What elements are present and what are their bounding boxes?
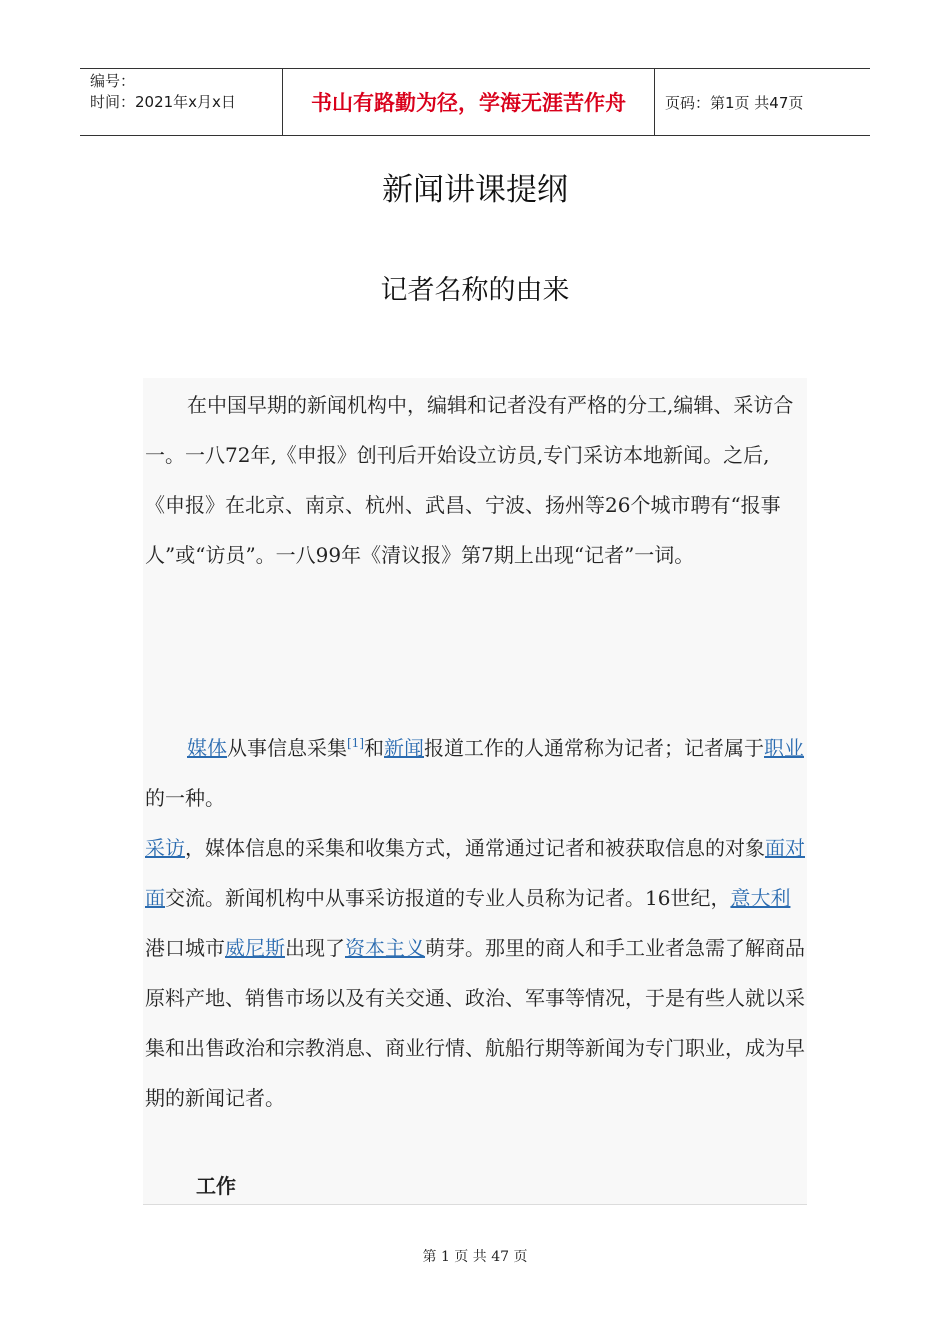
reference-link[interactable]: [1]: [347, 736, 364, 750]
text: 报道工作的人通常称为记者；记者属于: [424, 736, 764, 760]
number-label: 编号：: [90, 72, 136, 90]
link-capitalism[interactable]: 资本主义: [345, 936, 425, 960]
paragraph-history: 在中国早期的新闻机构中，编辑和记者没有严格的分工,编辑、采访合一。一八72年,《申报》创刊后开始设立访员,专门采访本地新闻。之后,《申报》在北京、南京、杭州、武昌、宁波、扬州等26个城市聘有“报事人”或“访员”。一八99年《清议报》第7期上出现“记者”一词。: [145, 393, 794, 567]
link-media[interactable]: 媒体: [187, 736, 227, 760]
text: 从事信息采集: [227, 736, 347, 760]
page-header: [80, 68, 870, 136]
link-face-to-face[interactable]: 面对面: [145, 836, 805, 910]
paragraph-definition: [145, 723, 807, 823]
section-title: 记者名称的由来: [380, 275, 570, 306]
text: 的一种。: [145, 786, 225, 810]
text: 和: [364, 736, 384, 760]
paragraph-interview: [145, 823, 807, 1123]
header-meta: [80, 69, 282, 135]
work-heading: 工作: [196, 1174, 236, 1198]
link-profession[interactable]: 职业: [764, 736, 804, 760]
link-news[interactable]: 新闻: [384, 736, 424, 760]
header-page-info: 页码：第1页 共47页: [665, 93, 804, 112]
text: 交流。新闻机构中从事采访报道的专业人员称为记者。16世纪，: [165, 886, 731, 910]
page-footer: 第 1 页 共 47 页: [422, 1249, 528, 1265]
time-label: 时间：2021年x月x日: [90, 93, 236, 111]
link-venice[interactable]: 威尼斯: [225, 936, 285, 960]
text: 港口城市: [145, 936, 225, 960]
text: 萌芽。那里的商人和手工业者急需了解商品原料产地、销售市场以及有关交通、政治、军事等情况，于是有些人就以采集和出售政治和宗教消息、商业行情、航船行期等新闻为专门职业，成为早期的新闻记者。: [145, 936, 805, 1110]
text: 出现了: [285, 936, 345, 960]
header-motto-cell: [282, 69, 655, 135]
link-interview[interactable]: 采访: [145, 836, 185, 860]
text: ，媒体信息的采集和收集方式，通常通过记者和被获取信息的对象: [185, 836, 765, 860]
header-motto: 书山有路勤为径，学海无涯苦作舟: [311, 90, 626, 115]
link-italy[interactable]: 意大利: [730, 886, 791, 910]
document-title: 新闻讲课提纲: [382, 172, 568, 208]
